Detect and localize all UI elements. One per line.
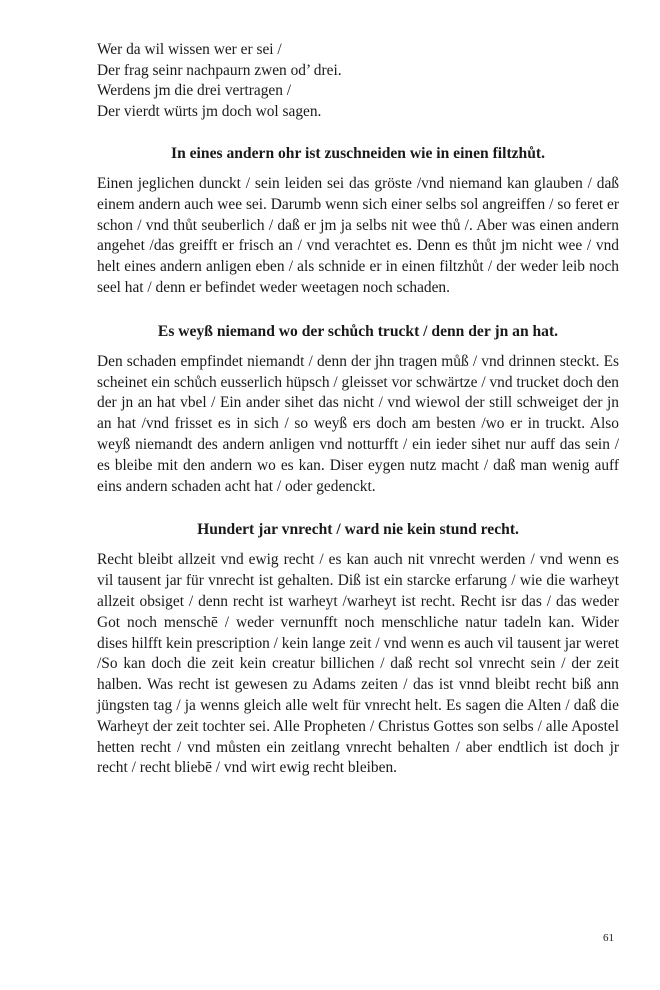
section-heading-3: Hundert jar vnrecht / ward nie kein stund recht. [197, 521, 519, 539]
verse-line: Der frag seinr nachpaurn zwen od’ drei. [97, 61, 342, 79]
section-heading-1: In eines andern ohr ist zuschneiden wie in einen filtzhůt. [171, 145, 545, 162]
page-content [97, 40, 619, 779]
section-body-3: Recht bleibt allzeit vnd ewig recht / es kan auch nit vnrecht werden / vnd wenn es vil tausent jar für vnrecht ist gehalten. Diß ist ein starcke erfarung / wie die warheyt allzeit obsiget / denn recht ist warheyt /warheyt ist recht. Recht isr das / das weder Got noch menschē / weder vernunfft noch menschliche natur tadeln kan. Wider dises hilfft kein prescription / kein lange zeit / vnd wenn es auch vil tausent jar weret /So kan doch die zeit kein creatur billichen / daß recht sol vnrecht sein / der zeit halben. Was recht ist gewesen zu Adams zeiten / das ist vnnd bleibt recht biß ann jüngsten tag / ja wenns gleich alle welt für vnrecht helt. Es sagen die Alten / daß die Warheyt der zeit tochter sei. Alle Propheten / Christus Gottes son selbs / alle Apostel hetten recht / vnd můsten ein zeitlang vnrecht behalten / aber endtlich ist doch jr recht / recht bliebē / vnd wirt ewig recht bleiben. [97, 551, 619, 777]
section-body-2: Den schaden empfindet niemandt / denn der jhn tragen můß / vnd drinnen steckt. Es scheinet ein schůch eusserlich hüpsch / gleisset vor schwärtze / vnd trucket doch den der jn an hat vbel / Ein ander sihet das nicht / vnd wiewol der still schweiget der jn an hat /vnd frisset es in sich / so weyß ers doch am besten /wo er in truckt. Also weyß niemandt des andern anligen vnd notturfft / ein ieder sihet nur auff das sein / es bleibe mit den andern wo es kan. Diser eygen nutz macht / daß man wenig auff eins andern schaden acht hat / oder gedenckt. [97, 352, 619, 495]
opening-verse [97, 40, 619, 122]
verse-line: Der vierdt würts jm doch wol sagen. [97, 102, 322, 120]
section-heading-2: Es weyß niemand wo der schůch truckt / denn der jn an hat. [157, 322, 559, 340]
section-body-1: Einen jeglichen dunckt / sein leiden sei das gröste /vnd niemand kan glauben / daß einem andern auch wee sei. Darumb wenn sich einer selbs sol angreiffen / so feret er schon / vnd thůt seuberlich / daß er jm ja selbs nit wee thů /. Aber was einen andern angehet /das greifft er frisch an / vnd verachtet es. Denn es thůt jm nicht wee / vnd helt eines andern anligen eben / als schnide er in einen filtzhůt / der weder leib noch seel hat / denn er befindet weder weetagen noch schaden. [97, 175, 619, 296]
verse-line: Wer da wil wissen wer er sei / [97, 41, 282, 58]
page-number: 61 [603, 932, 614, 944]
verse-line: Werdens jm die drei vertragen / [97, 82, 292, 99]
